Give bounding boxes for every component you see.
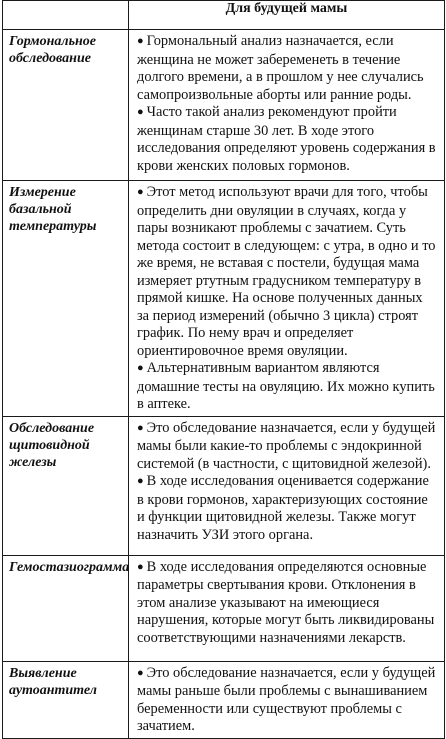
list-item-text: В ходе исследования оценивается содержание в крови гормонов, характеризующих состояние и функции щитовидной железы. Также могут назначить УЗИ этого органа. xyxy=(137,473,429,543)
table-row xyxy=(3,181,445,417)
list-item xyxy=(137,104,437,175)
table-header-row xyxy=(3,1,445,30)
exam-description xyxy=(129,181,445,417)
list-item xyxy=(137,420,437,474)
exam-name: Обследование щитовидной железы xyxy=(3,416,129,555)
table-row xyxy=(3,416,445,555)
table-row xyxy=(3,30,445,181)
table-row xyxy=(3,555,445,661)
bullet-icon: ● xyxy=(137,421,144,434)
list-item-text: Гормональный анализ назначается, если женщина не может забеременеть в течение долгого времени, а в прошлом у нее случались самопроизвольные аборты или ранние роды. xyxy=(137,33,424,103)
list-item-text: Часто такой анализ рекомендуют пройти женщинам старше 30 лет. В ходе этого исследования определяют уровень содержания в крови женских половых гормонов. xyxy=(137,104,436,174)
bullet-icon: ● xyxy=(137,186,144,198)
bullet-icon: ● xyxy=(137,560,144,573)
bullet-icon: ● xyxy=(137,35,144,47)
list-item-text: Это обследование назначается, если у будущей мамы были какие-то проблемы с эндокринной системой (в частности, с щитовидной железой). xyxy=(137,419,436,472)
list-item-text: В ходе исследования определяются основные параметры свертывания крови. Отклонения в этом анализе указывают на имеющиеся нарушения, которые могут быть ликвидированы соответствующими назначениями лекарств. xyxy=(137,558,435,646)
exam-description xyxy=(129,555,445,661)
exam-name: Гемостазиограмма xyxy=(3,555,129,661)
list-item-text: Альтернативным вариантом являются домашние тесты на овуляцию. Их можно купить в аптеке. xyxy=(137,360,435,412)
list-item xyxy=(137,473,437,544)
table-row xyxy=(3,661,445,738)
header-empty-cell xyxy=(3,1,129,30)
list-item xyxy=(137,184,437,360)
bullet-icon: ● xyxy=(137,666,144,679)
list-item xyxy=(137,360,437,414)
exam-description xyxy=(129,416,445,555)
exam-name: Гормональное обследование xyxy=(3,30,129,181)
table-header-title: Для будущей мамы xyxy=(129,1,445,30)
exam-description xyxy=(129,30,445,181)
list-item-text: Это обследование назначается, если у будущей мамы раньше были проблемы с вынашиванием беременности или существуют проблемы с зачатием. xyxy=(137,664,436,734)
bullet-icon: ● xyxy=(137,106,144,118)
list-item xyxy=(137,559,437,648)
exam-name: Измерение базальной температуры xyxy=(3,181,129,417)
list-item xyxy=(137,665,437,736)
bullet-icon: ● xyxy=(137,362,144,374)
exam-description xyxy=(129,661,445,738)
exam-name: Выявление аутоантител xyxy=(3,661,129,738)
bullet-icon: ● xyxy=(137,475,144,487)
exams-table xyxy=(2,0,445,739)
list-item-text: Этот метод используют врачи для того, чтобы определить дни овуляции в случаях, когда у пары возникают проблемы с зачатием. Суть метода состоит в следующем: с утра, в одно и то же время, не вставая с постели, будущая мама измеряет ртутным градусником температуру в прямой кишке. На основе полученных данных за период измерений (обычно 3 цикла) строят график. По нему врач и определяет ориентировочное время овуляции. xyxy=(137,184,436,359)
list-item xyxy=(137,33,437,104)
